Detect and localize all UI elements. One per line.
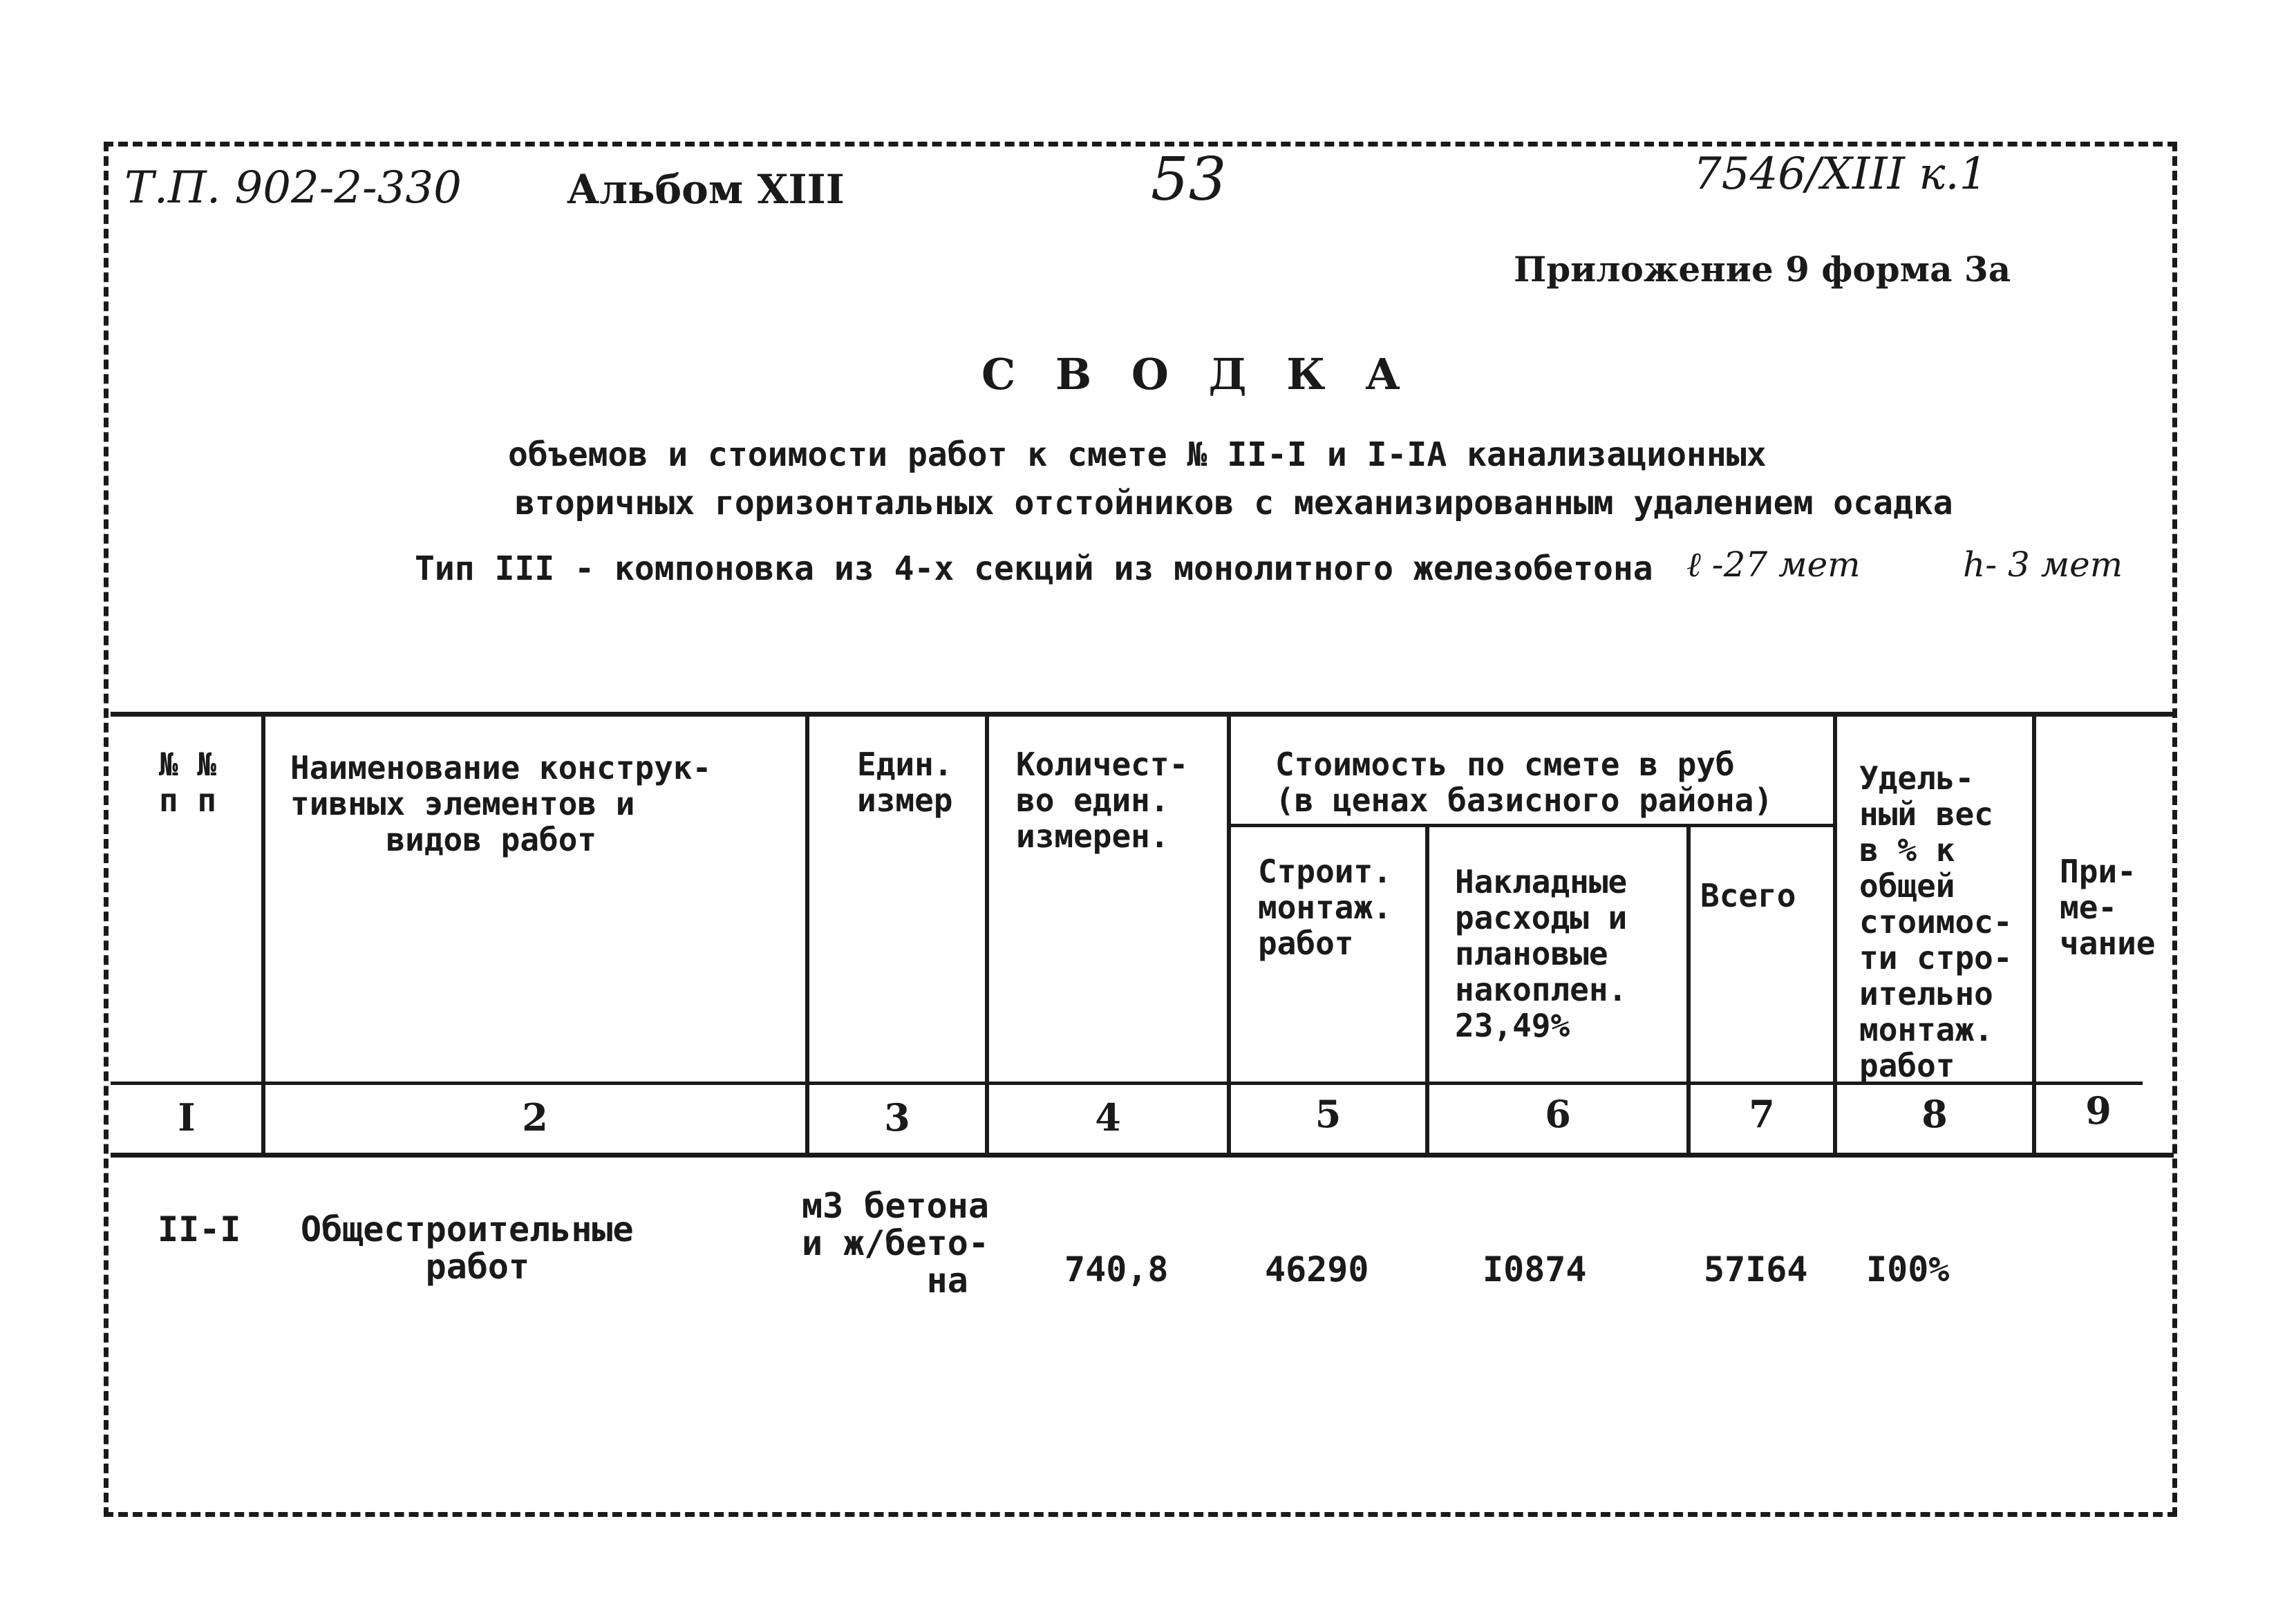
column-number-3: 3 <box>884 1095 910 1140</box>
col-divider-8 <box>2032 712 2036 1154</box>
table-top-rule <box>111 712 2174 717</box>
column-number-6: 6 <box>1545 1092 1571 1136</box>
row-1-qty: 740,8 <box>1064 1249 1169 1290</box>
col-divider-7 <box>1833 712 1837 1154</box>
column-number-9: 9 <box>2085 1088 2112 1133</box>
header-qty: Количест- во един. измерен. <box>1016 746 1189 855</box>
subtitle-line-1: объемов и стоимости работ к смете № II-I и I-IA канализационных <box>508 435 1767 474</box>
column-number-5: 5 <box>1315 1092 1342 1136</box>
header-num: № № п п <box>159 746 217 819</box>
cost-subheader-rule <box>1227 824 1835 827</box>
subtitle-line-2: вторичных горизонтальных отстойников с механизированным удалением осадка <box>515 484 1953 522</box>
header-total: Всего <box>1700 877 1796 914</box>
column-number-8: 8 <box>1921 1092 1948 1136</box>
inventory-number: 7546/XIII к.1 <box>1693 149 1988 200</box>
row-1-overhead: I0874 <box>1483 1249 1587 1290</box>
header-bottom-rule <box>111 1153 2174 1158</box>
row-1-share: I00% <box>1866 1249 1950 1290</box>
row-1-construction: 46290 <box>1265 1249 1369 1290</box>
header-share: Удель- ный вес в % к общей стоимос- ти стро- ительно монтаж. работ <box>1859 759 2013 1084</box>
column-number-7: 7 <box>1749 1092 1775 1136</box>
column-number-2: 2 <box>522 1095 548 1140</box>
row-1-total: 57I64 <box>1704 1249 1808 1290</box>
col-divider-2 <box>805 712 809 1154</box>
document-title: С В О Д К А <box>981 349 1413 399</box>
col-divider-4 <box>1227 712 1231 1154</box>
length-value: ℓ -27 мет <box>1686 545 1861 585</box>
row-1-num: II-I <box>158 1209 241 1249</box>
header-construction: Строит. монтаж. работ <box>1258 853 1392 962</box>
header-cost-group: Стоимость по смете в руб (в ценах базисного района) <box>1275 746 1774 819</box>
page-number: 53 <box>1151 145 1227 214</box>
header-overhead: Накладные расходы и плановые накоплен. 23,49% <box>1455 863 1628 1044</box>
album-label: Альбом XIII <box>567 166 845 213</box>
row-1-name: Общестроительные работ <box>301 1209 634 1287</box>
appendix-label: Приложение 9 форма 3а <box>1514 249 2011 290</box>
header-name: Наименование конструк- тивных элементов и видов работ <box>290 749 712 858</box>
subtitle-line-3: Тип III - компоновка из 4-х секций из монолитного железобетона <box>415 549 1653 588</box>
row-1-unit: м3 бетона и ж/бето- на <box>802 1186 989 1301</box>
col-divider-1 <box>261 712 265 1154</box>
column-number-rule <box>111 1082 2143 1085</box>
header-note: При- ме- чание <box>2060 853 2156 962</box>
col-divider-3 <box>985 712 989 1154</box>
tp-code: Т.П. 902-2-330 <box>124 162 462 214</box>
column-number-1: I <box>178 1095 196 1140</box>
column-number-4: 4 <box>1095 1095 1121 1140</box>
header-unit: Един. измер <box>857 746 953 819</box>
height-value: h- 3 мет <box>1963 545 2123 585</box>
